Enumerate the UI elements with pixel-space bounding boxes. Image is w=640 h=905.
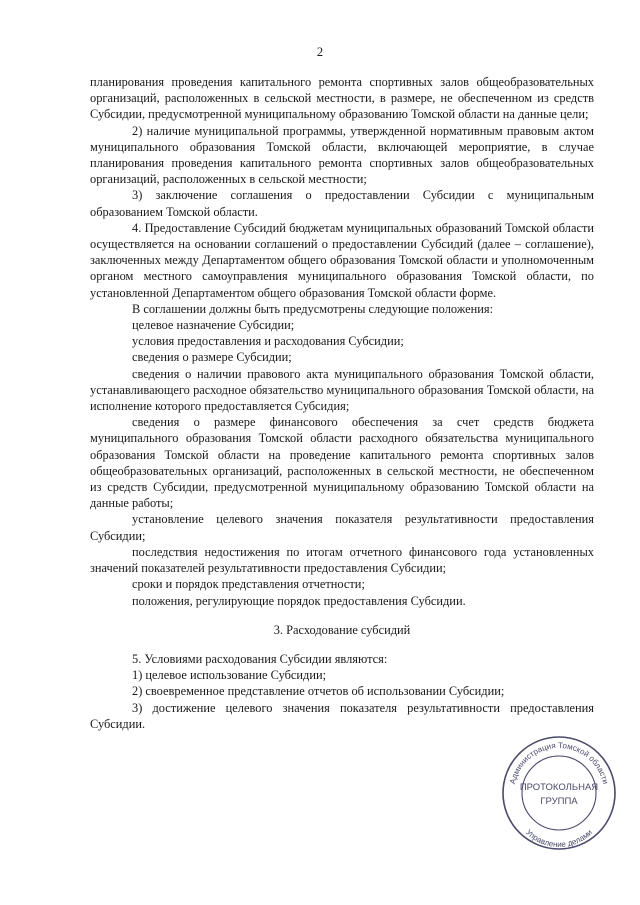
paragraph: планирования проведения капитального ремонта спортивных залов общеобразовательных организаций, расположенных в сельской местности, в размере, не обеспеченном из средств Субсидии, предусмотренной муниципальному образованию Томской области на данные цели;: [90, 75, 594, 122]
stamp-outer-ring: [503, 737, 615, 849]
paragraph: сроки и порядок представления отчетности;: [132, 577, 365, 592]
paragraph: условия предоставления и расходования Субсидии;: [132, 334, 404, 349]
paragraph: установление целевого значения показателя результативности предоставления Субсидии;: [90, 512, 594, 543]
paragraph: 2) своевременное представление отчетов об использовании Субсидии;: [132, 684, 505, 699]
paragraph: 5. Условиями расходования Субсидии являются:: [132, 651, 388, 666]
paragraph: 3) заключение соглашения о предоставлении Субсидии с муниципальным образованием Томской области.: [90, 188, 594, 219]
stamp-line2: ГРУППА: [540, 796, 578, 807]
page-number: 2: [316, 45, 324, 59]
paragraph: сведения о размере Субсидии;: [132, 350, 292, 365]
paragraph: последствия недостижения по итогам отчетного финансового года установленных значений показателей результативности предоставления Субсидии;: [90, 544, 594, 576]
paragraph: В соглашении должны быть предусмотрены следующие положения:: [132, 301, 494, 316]
paragraph: 3) достижение целевого значения показателя результативности предоставления Субсидии.: [90, 700, 594, 731]
section-heading: 3. Расходование субсидий: [273, 622, 411, 637]
stamp-outer-bottom-text: Управление делами: [524, 827, 594, 850]
paragraph: сведения о размере финансового обеспечения за счет средств бюджета муниципального образования Томской области расходного обязательства муниципального образования Томской области на проведение капитального ремонта спортивных залов общеобразовательных организаций, расположенных в сельской местности, не обеспеченном из средств Субсидии, предусмотренной муниципальному образованию Томской области на данные работы;: [90, 415, 594, 511]
paragraph: целевое назначение Субсидии;: [132, 318, 295, 333]
paragraph: положения, регулирующие порядок предоставления Субсидии.: [132, 593, 466, 608]
paragraph: 4. Предоставление Субсидий бюджетам муниципальных образований Томской области осуществляется на основании соглашений о предоставлении Субсидий (далее – соглашение), заключенных между Департаментом общего образования Томской области и уполномоченным органом местного самоуправления муниципального образования Томской области, по установленной Департаментом общего образования Томской области форме.: [90, 220, 594, 300]
paragraph: сведения о наличии правового акта муниципального образования Томской области, устанавливающего расходное обязательство муниципального образования Томской области, на исполнение которого предоставляется Субсидия;: [90, 366, 594, 414]
protocol-stamp: [500, 734, 618, 852]
stamp-line1: ПРОТОКОЛЬНАЯ: [519, 782, 599, 793]
stamp-inner-ring: [519, 756, 599, 830]
paragraph: 1) целевое использование Субсидии;: [132, 668, 327, 683]
paragraph: 2) наличие муниципальной программы, утвержденной нормативным правовым актом муниципального образования Томской области, включающей мероприятие, в случае планирования проведения капитального ремонта спортивных залов общеобразовательных организаций, расположенных в сельской местности;: [90, 123, 594, 187]
stamp-outer-top-text: Администрация Томской области: [507, 740, 611, 785]
document-body: [90, 74, 594, 732]
